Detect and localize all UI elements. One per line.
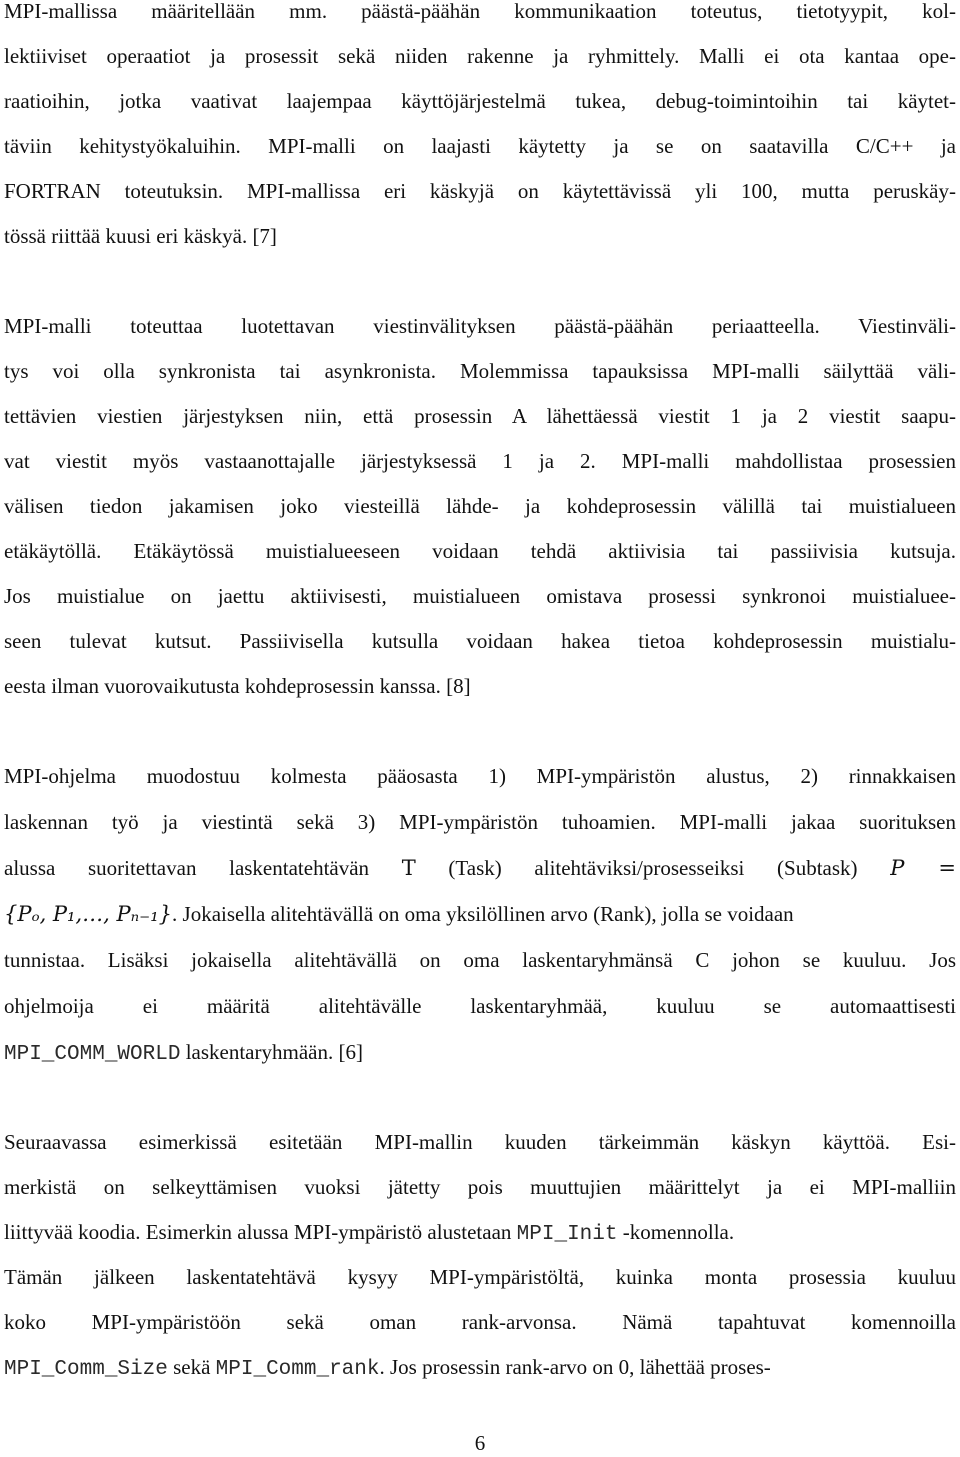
text-line-set [4,899,956,929]
text-line: ohjelmoija ei määritä alitehtävälle laskentaryhmää, kuuluu se automaattisesti [4,994,956,1018]
text-line-world [4,1037,956,1070]
text-span: -komennolla. [617,1220,735,1244]
text-line: eesta ilman vuorovaikutusta kohdeprosessin kanssa. [8] [4,674,471,698]
text-line: etäkäytöllä. Etäkäytössä muistialueeseen voidaan tehdä aktiivisia tai passiivisia kutsuja. [4,539,956,563]
text-line: tunnistaa. Lisäksi jokaisella alitehtävällä on oma laskentaryhmänsä C johon se kuuluu. Jos [4,948,956,972]
text-line: Jos muistialue on jaettu aktiivisesti, muistialueen omistava prosessi synkronoi muistialuee- [4,584,956,608]
text-line-init [4,1217,956,1250]
text-line: seen tulevat kutsut. Passiivisella kutsulla voidaan hakea tietoa kohdeprosessin muistialu- [4,629,956,653]
code-mpi-comm-rank: MPI_Comm_rank [215,1358,380,1381]
text-line: täviin kehitystyökaluihin. MPI-malli on laajasti käytetty ja se on saatavilla C/C++ ja [4,134,956,158]
text-line: laskennan työ ja viestintä sekä 3) MPI-ympäristön tuhoamien. MPI-malli jakaa suorituksen [4,810,956,834]
text-line-task [4,853,956,883]
text-line: koko MPI-ympäristöön sekä oman rank-arvonsa. Nämä tapahtuvat komennoilla [4,1310,956,1334]
text-line: MPI-ohjelma muodostuu kolmesta pääosasta 1) MPI-ympäristön alustus, 2) rinnakkaisen [4,764,956,788]
text-line: Seuraavassa esimerkissä esitetään MPI-mallin kuuden tärkeimmän käskyn käyttöä. Esi- [4,1130,956,1154]
text-span: . Jos prosessin rank-arvo on 0, lähettää proses- [379,1355,771,1379]
text-line: tössä riittää kuusi eri käskyä. [7] [4,224,277,248]
text-line: lektiiviset operaatiot ja prosessit sekä niiden rakenne ja ryhmittely. Malli ei ota kantaa ope- [4,44,956,68]
text-span: sekä [167,1355,216,1379]
text-line: merkistä on selkeyttämisen vuoksi jätetty pois muuttujien määrittelyt ja ei MPI-malliin [4,1175,956,1199]
page-number: 6 [474,1431,486,1455]
code-mpi-init: MPI_Init [516,1223,618,1246]
text-line: MPI-malli toteuttaa luotettavan viestinvälityksen päästä-päähän periaatteella. Viestinväli- [4,314,956,338]
set-equation: P = [890,856,957,880]
code-mpi-comm-size: MPI_Comm_Size [4,1358,168,1381]
text-line: Tämän jälkeen laskentatehtävä kysyy MPI-ympäristöltä, kuinka monta prosessia kuuluu [4,1265,956,1289]
text-line: MPI-mallissa määritellään mm. päästä-päähän kommunikaation toteutus, tietotyypit, kol- [4,0,956,23]
task-symbol: T [401,856,416,880]
text-span: (Task) alitehtäviksi/prosesseiksi (Subtask) [448,856,858,880]
text-line: FORTRAN toteutuksin. MPI-mallissa eri käskyjä on käytettävissä yli 100, mutta peruskäy- [4,179,956,203]
text-line: tys voi olla synkronista tai asynkronista. Molemmissa tapauksissa MPI-malli säilyttää väli- [4,359,956,383]
text-span: . Jokaisella alitehtävällä on oma yksilöllinen arvo (Rank), jolla se voidaan [172,902,794,926]
text-span: alussa suoritettavan laskentatehtävän [4,856,370,880]
code-mpi-comm-world: MPI_COMM_WORLD [4,1043,181,1066]
text-line: raatioihin, jotka vaativat laajempaa käyttöjärjestelmä tukea, debug-toimintoihin tai käytet- [4,89,956,113]
text-span: laskentaryhmään. [6] [180,1040,363,1064]
text-span: liittyvää koodia. Esimerkin alussa MPI-ympäristö alustetaan [4,1220,517,1244]
subtask-set: {Pₒ, P₁,…, Pₙ₋₁} [4,902,173,926]
text-line: vat viestit myös vastaanottajalle järjestyksessä 1 ja 2. MPI-malli mahdollistaa prosessien [4,449,956,473]
text-line-comm [4,1352,956,1385]
text-line: välisen tiedon jakamisen joko viesteillä lähde- ja kohdeprosessin välillä tai muistialueen [4,494,956,518]
text-line: tettävien viestien järjestyksen niin, että prosessin A lähettäessä viestit 1 ja 2 viestit saapu- [4,404,956,428]
